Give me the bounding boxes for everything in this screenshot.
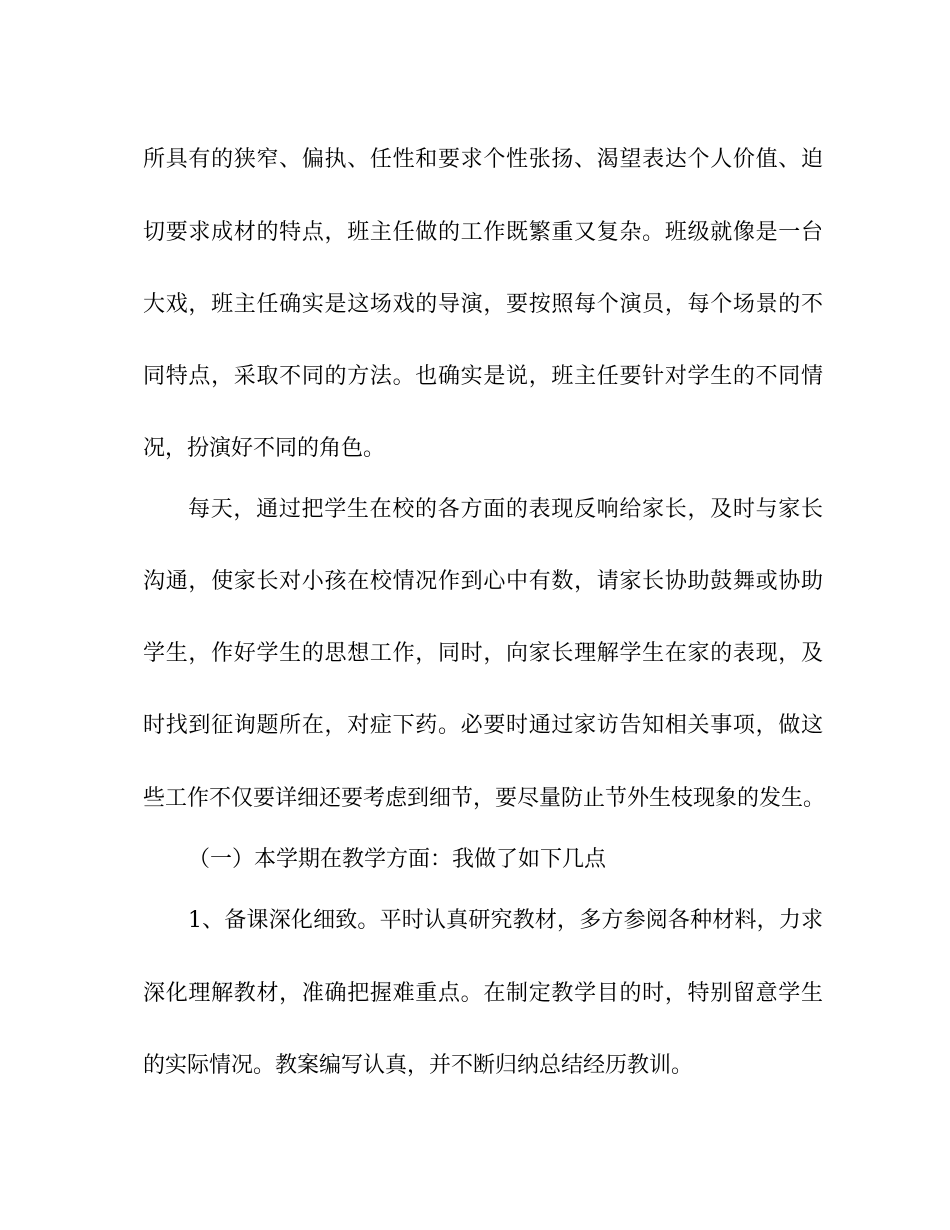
text-line: 切要求成材的特点，班主任做的工作既繁重又复杂。班级就像是一台 xyxy=(143,220,823,245)
text-line: 学生，作好学生的思想工作，同时，向家长理解学生在家的表现，及 xyxy=(143,641,823,666)
text-line: 时找到征询题所在，对症下药。必要时通过家访告知相关事项，做这 xyxy=(143,713,823,738)
text-line: 沟通，使家长对小孩在校情况作到心中有数，请家长协助鼓舞或协助 xyxy=(143,569,823,594)
text-line: 些工作不仅要详细还要考虑到细节，要尽量防止节外生枝现象的发生。 xyxy=(143,786,826,811)
text-line-paragraph-start: 1、备课深化细致。平时认真研究教材，多方参阅各种材料，力求 xyxy=(188,908,823,933)
text-line: 深化理解教材，准确把握难重点。在制定教学目的时，特别留意学生 xyxy=(143,981,823,1006)
text-line: 的实际情况。教案编写认真，并不断归纳总结经历教训。 xyxy=(143,1053,694,1078)
text-line: 大戏，班主任确实是这场戏的导演，要按照每个演员，每个场景的不 xyxy=(143,292,823,317)
text-line: 况，扮演好不同的角色。 xyxy=(143,436,386,461)
text-line: 同特点，采取不同的方法。也确实是说，班主任要针对学生的不同情 xyxy=(143,364,823,389)
section-heading: （一）本学期在教学方面：我做了如下几点 xyxy=(188,847,607,872)
text-line: 所具有的狭窄、偏执、任性和要求个性张扬、渴望表达个人价值、迫 xyxy=(143,147,823,172)
text-line-paragraph-start: 每天，通过把学生在校的各方面的表现反响给家长，及时与家长 xyxy=(188,497,823,522)
